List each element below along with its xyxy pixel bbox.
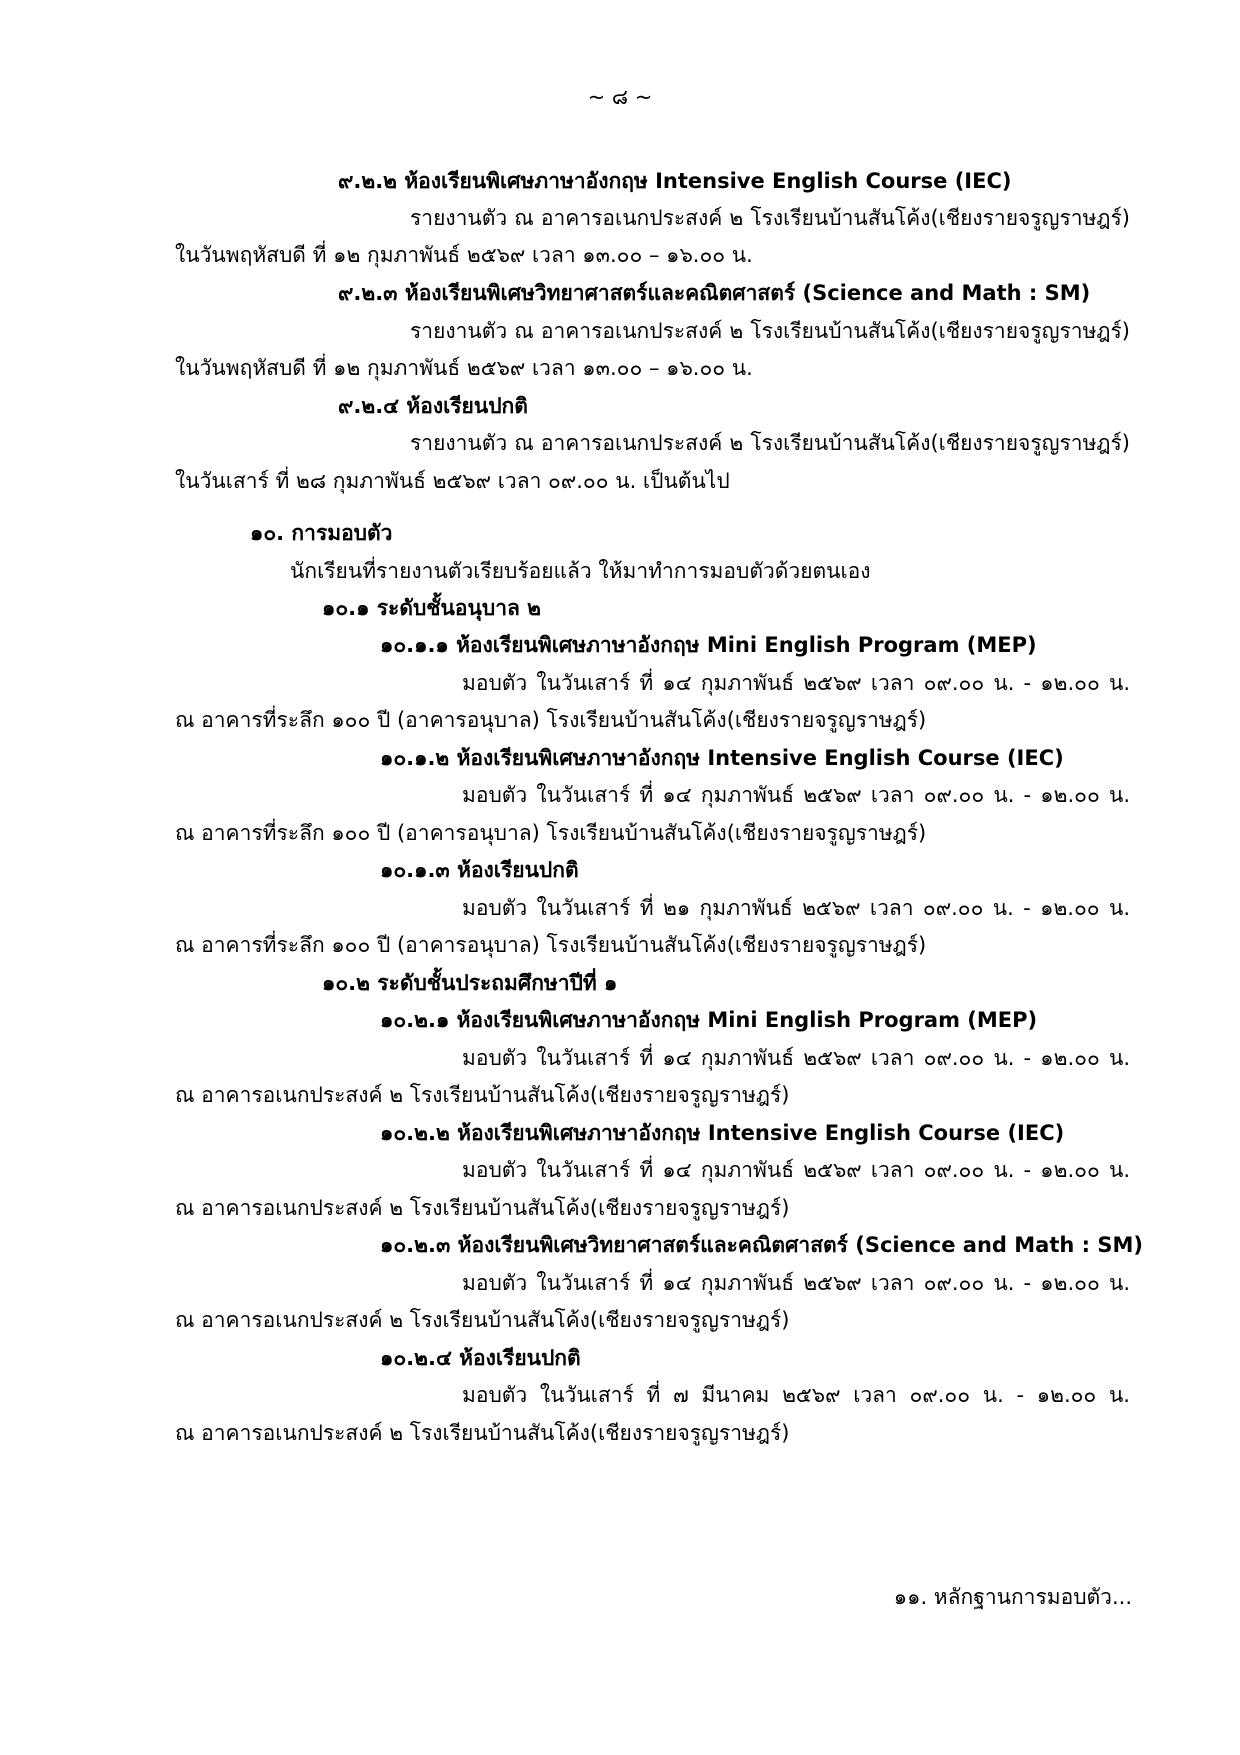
paragraph-line: รายงานตัว ณ อาคารอเนกประสงค์ ๒ โรงเรียนบ้านสันโค้ง(เชียงรายจรูญราษฎร์) (410, 206, 1130, 230)
page-number: ~ ๘ ~ (587, 85, 653, 109)
section-heading-9-2-3: ๙.๒.๓ ห้องเรียนพิเศษวิทยาศาสตร์และคณิตศาสตร์ (Science and Math : SM) (338, 281, 1091, 305)
section-heading-10-1-3: ๑๐.๑.๓ ห้องเรียนปกติ (380, 858, 579, 882)
section-heading-10-1-1: ๑๐.๑.๑ ห้องเรียนพิเศษภาษาอังกฤษ Mini English Program (MEP) (380, 633, 1037, 657)
paragraph-line: รายงานตัว ณ อาคารอเนกประสงค์ ๒ โรงเรียนบ้านสันโค้ง(เชียงรายจรูญราษฎร์) (410, 431, 1130, 455)
paragraph-line: ณ อาคารอเนกประสงค์ ๒ โรงเรียนบ้านสันโค้ง(เชียงรายจรูญราษฎร์) (175, 1308, 790, 1332)
paragraph-line: มอบตัว ในวันเสาร์ ที่ ๑๔ กุมภาพันธ์ ๒๕๖๙ เวลา ๐๙.๐๐ น. - ๑๒.๐๐ น. (462, 1158, 1130, 1182)
section-heading-10-2-3: ๑๐.๒.๓ ห้องเรียนพิเศษวิทยาศาสตร์และคณิตศาสตร์ (Science and Math : SM) (380, 1233, 1143, 1257)
paragraph-line: ณ อาคารที่ระลึก ๑๐๐ ปี (อาคารอนุบาล) โรงเรียนบ้านสันโค้ง(เชียงรายจรูญราษฎร์) (175, 933, 927, 957)
section-heading-10-2-4: ๑๐.๒.๔ ห้องเรียนปกติ (380, 1346, 581, 1370)
section-heading-10-2-2: ๑๐.๒.๒ ห้องเรียนพิเศษภาษาอังกฤษ Intensive English Course (IEC) (380, 1121, 1065, 1145)
paragraph-line: รายงานตัว ณ อาคารอเนกประสงค์ ๒ โรงเรียนบ้านสันโค้ง(เชียงรายจรูญราษฎร์) (410, 319, 1130, 343)
section-heading-10: ๑๐. การมอบตัว (250, 521, 393, 545)
paragraph-line: ณ อาคารอเนกประสงค์ ๒ โรงเรียนบ้านสันโค้ง(เชียงรายจรูญราษฎร์) (175, 1083, 790, 1107)
paragraph-line: มอบตัว ในวันเสาร์ ที่ ๑๔ กุมภาพันธ์ ๒๕๖๙ เวลา ๐๙.๐๐ น. - ๑๒.๐๐ น. (462, 1046, 1130, 1070)
paragraph-line: มอบตัว ในวันเสาร์ ที่ ๑๔ กุมภาพันธ์ ๒๕๖๙ เวลา ๐๙.๐๐ น. - ๑๒.๐๐ น. (462, 783, 1130, 807)
section-heading-10-1-2: ๑๐.๑.๒ ห้องเรียนพิเศษภาษาอังกฤษ Intensive English Course (IEC) (380, 746, 1064, 770)
section-heading-10-2-1: ๑๐.๒.๑ ห้องเรียนพิเศษภาษาอังกฤษ Mini English Program (MEP) (380, 1008, 1038, 1032)
paragraph-line: ในวันเสาร์ ที่ ๒๘ กุมภาพันธ์ ๒๕๖๙ เวลา ๐๙.๐๐ น. เป็นต้นไป (175, 469, 730, 493)
paragraph-line: ณ อาคารอเนกประสงค์ ๒ โรงเรียนบ้านสันโค้ง(เชียงรายจรูญราษฎร์) (175, 1196, 790, 1220)
paragraph-line: มอบตัว ในวันเสาร์ ที่ ๑๔ กุมภาพันธ์ ๒๕๖๙ เวลา ๐๙.๐๐ น. - ๑๒.๐๐ น. (462, 671, 1130, 695)
paragraph-line: ณ อาคารอเนกประสงค์ ๒ โรงเรียนบ้านสันโค้ง(เชียงรายจรูญราษฎร์) (175, 1421, 790, 1445)
paragraph-line: มอบตัว ในวันเสาร์ ที่ ๒๑ กุมภาพันธ์ ๒๕๖๙ เวลา ๐๙.๐๐ น. - ๑๒.๐๐ น. (462, 896, 1130, 920)
paragraph-line: ในวันพฤหัสบดี ที่ ๑๒ กุมภาพันธ์ ๒๕๖๙ เวลา ๑๓.๐๐ – ๑๖.๐๐ น. (175, 356, 753, 380)
paragraph-line: นักเรียนที่รายงานตัวเรียบร้อยแล้ว ให้มาทำการมอบตัวด้วยตนเอง (290, 559, 871, 583)
section-heading-9-2-2: ๙.๒.๒ ห้องเรียนพิเศษภาษาอังกฤษ Intensive English Course (IEC) (338, 169, 1012, 193)
paragraph-line: ณ อาคารที่ระลึก ๑๐๐ ปี (อาคารอนุบาล) โรงเรียนบ้านสันโค้ง(เชียงรายจรูญราษฎร์) (175, 821, 927, 845)
paragraph-line: ในวันพฤหัสบดี ที่ ๑๒ กุมภาพันธ์ ๒๕๖๙ เวลา ๑๓.๐๐ – ๑๖.๐๐ น. (175, 243, 753, 267)
section-heading-10-1: ๑๐.๑ ระดับชั้นอนุบาล ๒ (322, 596, 542, 620)
paragraph-line: มอบตัว ในวันเสาร์ ที่ ๗ มีนาคม ๒๕๖๙ เวลา ๐๙.๐๐ น. - ๑๒.๐๐ น. (462, 1383, 1130, 1407)
section-heading-9-2-4: ๙.๒.๔ ห้องเรียนปกติ (338, 394, 528, 418)
continuation-note: ๑๑. หลักฐานการมอบตัว... (893, 1585, 1132, 1609)
paragraph-line: มอบตัว ในวันเสาร์ ที่ ๑๔ กุมภาพันธ์ ๒๕๖๙ เวลา ๐๙.๐๐ น. - ๑๒.๐๐ น. (462, 1271, 1130, 1295)
section-heading-10-2: ๑๐.๒ ระดับชั้นประถมศึกษาปีที่ ๑ (322, 971, 618, 995)
paragraph-line: ณ อาคารที่ระลึก ๑๐๐ ปี (อาคารอนุบาล) โรงเรียนบ้านสันโค้ง(เชียงรายจรูญราษฎร์) (175, 708, 927, 732)
